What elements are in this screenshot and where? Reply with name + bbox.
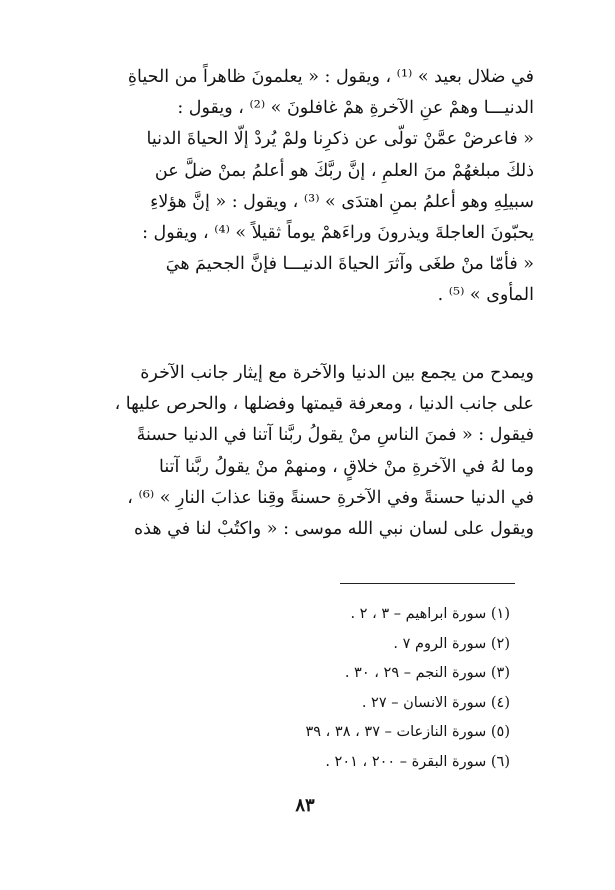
footnote-item: (٥) سورة النازعات – ٣٧ ، ٣٨ ، ٣٩: [305, 724, 510, 740]
paragraph-2: [76, 358, 534, 545]
footnote-item: (٣) سورة النجم – ٢٩ ، ٣٠ .: [344, 665, 510, 681]
page-number: ٨٣: [295, 795, 315, 816]
paragraph-line: المأوى » ⁽⁵⁾ .: [437, 285, 534, 306]
paragraph-line: فيقول : « فمنَ الناسِ منْ يقولُ ربَّنا آتنا في الدنيا حسنةً: [136, 425, 534, 446]
paragraph-line: « فأمّا منْ طغَى وآثرَ الحياةَ الدنيـــا فإنَّ الجحيمَ هيَ: [165, 254, 534, 275]
paragraph-line: وما لهُ في الآخرةِ منْ خلاقٍ ، ومنهمْ منْ يقولُ ربَّنا آتنا: [159, 456, 534, 477]
footnote-item: (٤) سورة الانسان – ٢٧ .: [361, 694, 510, 711]
paragraph-line: ويقول على لسان نبي الله موسى : « واكتُبْ لنا في هذه: [133, 519, 534, 540]
footnote-separator: [340, 583, 515, 584]
paragraph-line: يحبّونَ العاجلةَ ويذرونَ وراءَهمْ يوماً ثقيلاً » ⁽⁴⁾ ، ويقول :: [142, 223, 534, 244]
paragraph-line: في الدنيا حسنةً وفي الآخرةِ حسنةً وقِنا عذابَ النارِ » ⁽⁶⁾ ،: [127, 487, 534, 508]
paragraph-1: [76, 62, 534, 312]
footnotes-list: [230, 600, 510, 777]
paragraph-line: الدنيـــا وهمْ عنِ الآخرةِ همْ غافلونَ » ⁽²⁾ ، ويقول :: [177, 98, 534, 119]
paragraph-line: على جانب الدنيا ، ومعرفة قيمتها وفضلها ، والحرص عليها ،: [114, 394, 534, 415]
paragraph-line: ويمدح من يجمع بين الدنيا والآخرة مع إيثار جانب الآخرة: [140, 363, 534, 383]
footnote-item: (٦) سورة البقرة – ٢٠٠ ، ٢٠١ .: [325, 753, 510, 770]
paragraph-line: في ضلال بعيد » ⁽¹⁾ ، ويقول : « يعلمونَ ظاهراً من الحياةِ: [127, 67, 534, 87]
paragraph-line: سبيلِهِ وهو أعلمُ بمنِ اهتدَى » ⁽³⁾ ، ويقول : « إنَّ هؤلاءِ: [150, 191, 534, 212]
footnote-item: (١) سورة ابراهيم – ٣ ، ٢ .: [350, 606, 510, 622]
footnote-item: (٢) سورة الروم ٧ .: [393, 635, 510, 652]
paragraph-line: « فاعرضْ عمَّنْ تولّى عن ذكرِنا ولمْ يُردْ إلّا الحياةَ الدنيا: [146, 129, 534, 150]
paragraph-line: ذلكَ مبلغهُمْ منَ العلمِ ، إنَّ ربَّكَ هو أعلمُ بمنْ ضلَّ عن: [154, 160, 534, 181]
